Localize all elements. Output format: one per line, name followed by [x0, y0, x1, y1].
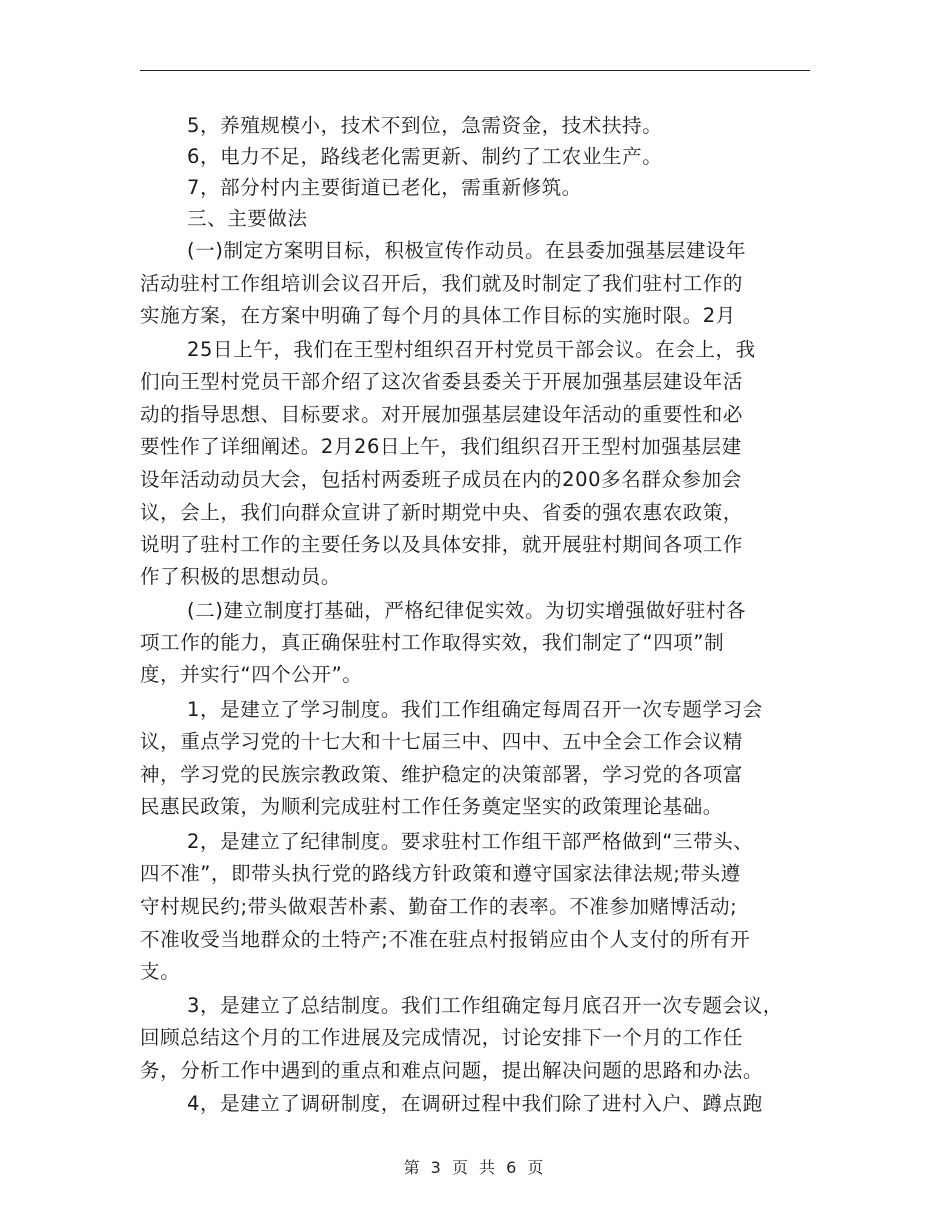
text-line: 动的指导思想、目标要求。对开展加强基层建设年活动的重要性和必	[140, 403, 744, 426]
text-line: 2，是建立了纪律制度。要求驻村工作组干部严格做到“三带头、	[187, 830, 754, 853]
text-line: 活动驻村工作组培训会议召开后，我们就及时制定了我们驻村工作的	[140, 272, 744, 295]
text-line: 1，是建立了学习制度。我们工作组确定每周召开一次专题学习会	[187, 698, 763, 721]
text-line: 务，分析工作中遇到的重点和难点问题，提出解决问题的思路和办法。	[140, 1059, 764, 1082]
text-line: 说明了驻村工作的主要任务以及具体安排，就开展驻村期间各项工作	[140, 533, 744, 556]
text-line: 不准收受当地群众的土特产;不准在驻点村报销应由个人支付的所有开	[140, 928, 751, 951]
text-line: 三、主要做法	[187, 207, 308, 230]
text-line: 作了积极的思想动员。	[140, 565, 342, 588]
text-line: 议，重点学习党的十七大和十七届三中、四中、五中全会工作会议精	[140, 730, 744, 753]
text-line: 民惠民政策，为顺利完成驻村工作任务奠定坚实的政策理论基础。	[140, 795, 723, 818]
text-line: 设年活动动员大会，包括村两委班子成员在内的200多名群众参加会	[140, 468, 742, 491]
text-line: 神，学习党的民族宗教政策、维护稳定的决策部署，学习党的各项富	[140, 763, 744, 786]
text-line: 7，部分村内主要街道已老化，需重新修筑。	[187, 176, 582, 199]
header-rule	[140, 70, 810, 71]
text-line: 守村规民约;带头做艰苦朴素、勤奋工作的表率。不准参加赌博活动;	[140, 895, 738, 918]
text-line: 四不准”，即带头执行党的路线方针政策和遵守国家法律法规;带头遵	[140, 862, 741, 885]
text-line: 要性作了详细阐述。2月26日上午，我们组织召开王型村加强基层建	[140, 435, 742, 458]
text-line: 4，是建立了调研制度，在调研过程中我们除了进村入户、蹲点跑	[187, 1092, 763, 1115]
text-line: 25日上午，我们在王型村组织召开村党员干部会议。在会上，我	[187, 338, 756, 361]
text-line: 议，会上，我们向群众宣讲了新时期党中央、省委的强农惠农政策，	[140, 501, 744, 524]
text-line: 3，是建立了总结制度。我们工作组确定每月底召开一次专题会议，	[187, 994, 783, 1017]
text-line: 们向王型村党员干部介绍了这次省委县委关于开展加强基层建设年活	[140, 370, 744, 393]
text-line: (一)制定方案明目标，积极宣传作动员。在县委加强基层建设年	[187, 239, 747, 262]
text-line: 6，电力不足，路线老化需更新、制约了工农业生产。	[187, 145, 663, 168]
page-footer: 第 3 页 共 6 页	[403, 1158, 547, 1177]
text-line: 度，并实行“四个公开”。	[140, 663, 363, 686]
text-line: 项工作的能力，真正确保驻村工作取得实效，我们制定了“四项”制	[140, 631, 725, 654]
text-line: 实施方案，在方案中明确了每个月的具体工作目标的实施时限。2月	[140, 304, 736, 327]
text-line: (二)建立制度打基础，严格纪律促实效。为切实增强做好驻村各	[187, 599, 747, 622]
text-line: 支。	[140, 960, 181, 983]
text-line: 回顾总结这个月的工作进展及完成情况，讨论安排下一个月的工作任	[140, 1026, 744, 1049]
text-line: 5，养殖规模小，技术不到位，急需资金，技术扶持。	[187, 114, 663, 137]
